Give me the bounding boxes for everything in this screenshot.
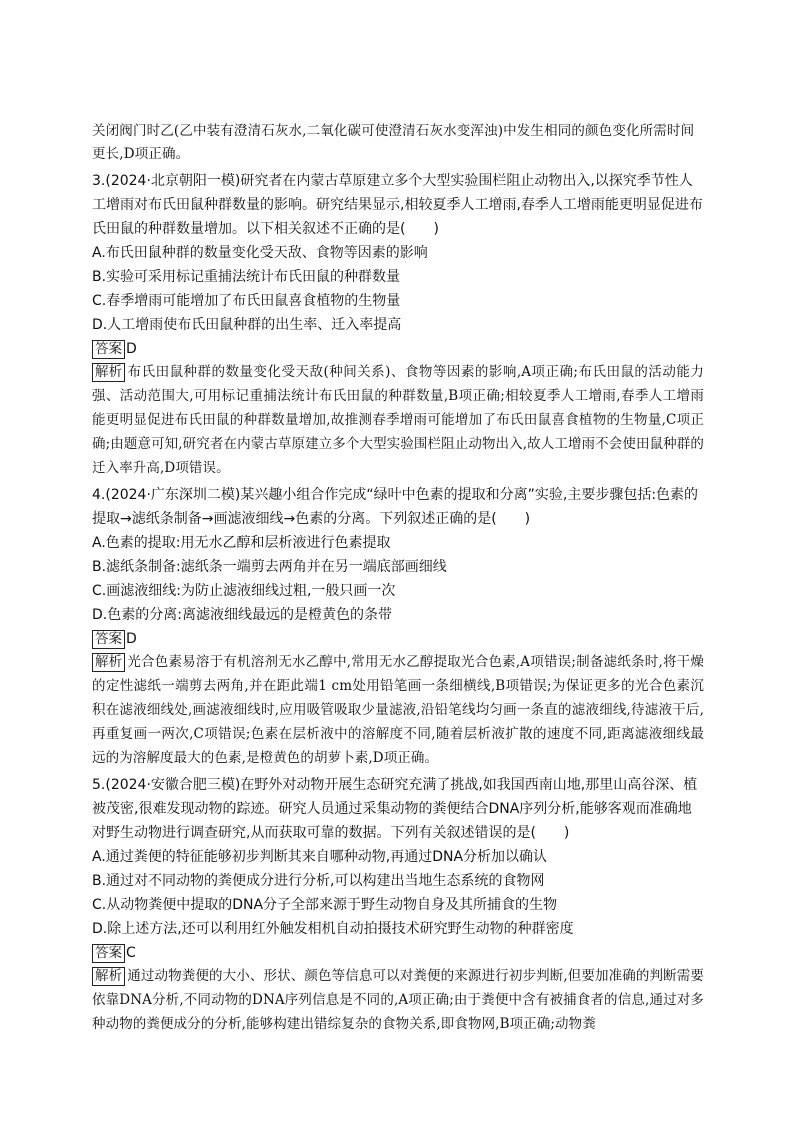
option-a: A.通过粪便的特征能够初步判断其来自哪种动物,再通过DNA分析加以确认 [92,849,548,865]
document-page [92,120,704,1036]
analysis-tag: 解析 [92,967,125,986]
analysis-text: 光合色素易溶于有机溶剂无水乙醇中,常用无水乙醇提取光合色素,A项错误;制备滤纸条时,将干燥的定性滤纸一端剪去两角,并在距此端1 cm处用铅笔画一条细横线,B项错误;为保证更多的光合色素沉积在滤液细线处,画滤液细线时,应用吸管吸取少量滤液,沿铅笔线均匀画一条直的滤液细线,待滤液干后,再重复画一两次,C项错误;色素在层析液中的溶解度不同,随着层析液扩散的速度不同,距离滤液细线最远的为溶解度最大的色素,是橙黄色的胡萝卜素,D项正确。 [92,654,704,766]
answer-value: D [126,341,137,357]
option-b: B.实验可采用标记重捕法统计布氏田鼠的种群数量 [92,269,401,285]
question-5 [92,773,704,1036]
option-c: C.画滤液细线:为防止滤液细线过粗,一般只画一次 [92,583,396,599]
analysis-block [92,650,704,770]
question-stem: 4.(2024·广东深圳二模)某兴趣小组合作完成“绿叶中色素的提取和分离”实验,主要步骤包括:色素的提取→滤纸条制备→画滤液细线→色素的分离。下列叙述正确的是( ) [92,487,699,527]
option-a: A.布氏田鼠种群的数量变化受天敌、食物等因素的影响 [92,245,428,261]
question-3 [92,169,704,480]
analysis-text: 布氏田鼠种群的数量变化受天敌(种间关系)、食物等因素的影响,A项正确;布氏田鼠的活动能力强、活动范围大,可用标记重捕法统计布氏田鼠的种群数量,B项正确;相较夏季人工增雨,春季人工增雨能更明显促进布氏田鼠的种群数量增加,故推测春季增雨可能增加了布氏田鼠喜食植物的生物量,C项正确;由题意可知,研究者在内蒙古草原建立多个大型实验围栏阻止动物出入,故人工增雨不会使田鼠种群的迁入率升高,D项错误。 [92,364,704,476]
analysis-tag: 解析 [92,363,125,382]
option-b: B.滤纸条制备:滤纸条一端剪去两角并在另一端底部画细线 [92,559,447,575]
option-d: D.除上述方法,还可以利用红外触发相机自动拍摄技术研究野生动物的种群密度 [92,921,574,937]
answer-tag: 答案 [92,340,125,359]
answer-row [92,942,704,964]
question-stem: 3.(2024·北京朝阳一模)研究者在内蒙古草原建立多个大型实验围栏阻止动物出入,以探究季节性人工增雨对布氏田鼠种群数量的影响。研究结果显示,相较夏季人工增雨,春季人工增雨能更明显促进布氏田鼠的种群数量增加。以下相关叙述不正确的是( ) [92,173,703,237]
option-b: B.通过对不同动物的粪便成分进行分析,可以构建出当地生态系统的食物网 [92,873,545,889]
analysis-block [92,360,704,480]
question-stem: 5.(2024·安徽合肥三模)在野外对动物开展生态研究充满了挑战,如我国西南山地,那里山高谷深、植被茂密,很难发现动物的踪迹。研究人员通过采集动物的粪便结合DNA序列分析,能够客观而准确地对野生动物进行调查研究,从而获取可靠的数据。下列有关叙述错误的是( ) [92,777,698,841]
option-a: A.色素的提取:用无水乙醇和层析液进行色素提取 [92,535,391,551]
answer-row [92,338,704,360]
previous-analysis-continuation: 关闭阀门时乙(乙中装有澄清石灰水,二氧化碳可使澄清石灰水变浑浊)中发生相同的颜色变化所需时间更长,D项正确。 [92,123,695,162]
analysis-block [92,964,704,1036]
analysis-text: 通过动物粪便的大小、形状、颜色等信息可以对粪便的来源进行初步判断,但要加准确的判断需要依靠DNA分析,不同动物的DNA序列信息是不同的,A项正确;由于粪便中含有被捕食者的信息,通过对多种动物的粪便成分的分析,能够构建出错综复杂的食物关系,即食物网,B项正确;动物粪 [92,968,704,1032]
option-d: D.人工增雨使布氏田鼠种群的出生率、迁入率提高 [92,317,402,333]
answer-tag: 答案 [92,944,125,963]
answer-value: D [126,631,137,647]
option-c: C.春季增雨可能增加了布氏田鼠喜食植物的生物量 [92,293,401,309]
answer-value: C [126,945,136,961]
answer-row [92,628,704,650]
answer-tag: 答案 [92,630,125,649]
option-c: C.从动物粪便中提取的DNA分子全部来源于野生动物自身及其所捕食的生物 [92,897,558,913]
analysis-tag: 解析 [92,653,125,672]
option-d: D.色素的分离:离滤液细线最远的是橙黄色的条带 [92,607,392,623]
question-4 [92,483,704,770]
